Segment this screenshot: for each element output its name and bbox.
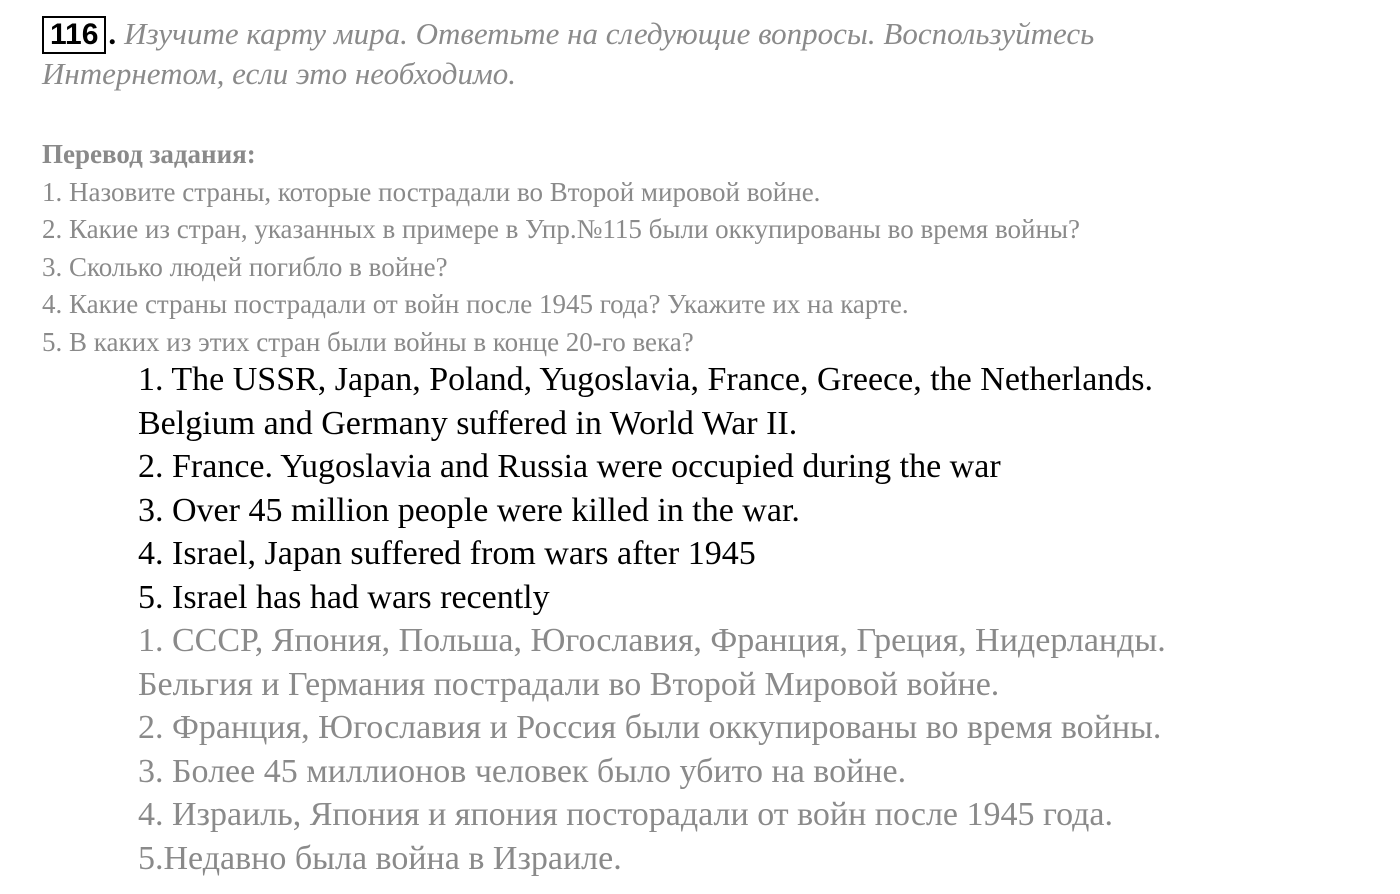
answer-ru-line-1: 1. СССР, Япония, Польша, Югославия, Франция, Греция, Нидерланды. [138, 622, 1166, 659]
answer-en-line-4: 3. Over 45 million people were killed in the war. [138, 491, 800, 529]
task-instruction-line-1: Изучите карту мира. Ответьте на следующие вопросы. Воспользуйтесь [124, 16, 1095, 51]
task-header [42, 14, 1362, 94]
translation-item-1: 1. Назовите страны, которые пострадали во Второй мировой войне. [42, 176, 821, 207]
translation-heading: Перевод задания: [42, 139, 256, 169]
answer-en-line-3: 2. France. Yugoslavia and Russia were occupied during the war [138, 448, 1001, 486]
task-header-line-1 [42, 14, 1362, 54]
answer-en-line-1: 1. The USSR, Japan, Poland, Yugoslavia, France, Greece, the Netherlands. [138, 361, 1154, 398]
translation-item-2: 2. Какие из стран, указанных в примере в Упр.№115 были оккупированы во время войны? [42, 214, 1081, 244]
answer-ru-line-2: Бельгия и Германия пострадали во Второй Мировой войне. [138, 665, 1000, 703]
answer-en-line-2: Belgium and Germany suffered in World War II. [138, 404, 798, 442]
answer-ru-line-3: 2. Франция, Югославия и Россия были оккупированы во время войны. [138, 709, 1162, 747]
task-instruction-line-2: Интернетом, если это необходимо. [42, 56, 516, 91]
translation-item-3: 3. Сколько людей погибло в войне? [42, 251, 448, 282]
task-number-dot: . [108, 16, 117, 51]
answer-ru-line-6: 5.Недавно была война в Израиле. [138, 839, 622, 877]
answers-russian [138, 619, 1378, 881]
answer-ru-line-5: 4. Израиль, Япония и япония посторадали от войн после 1945 года. [138, 796, 1114, 834]
answer-en-line-6: 5. Israel has had wars recently [138, 578, 550, 616]
answer-ru-line-4: 3. Более 45 миллионов человек было убито на войне. [138, 752, 907, 790]
translation-item-4: 4. Какие страны пострадали от войн после 1945 года? Укажите их на карте. [42, 289, 909, 319]
task-number-box: 116 [42, 16, 106, 54]
answer-en-line-5: 4. Israel, Japan suffered from wars after 1945 [138, 535, 756, 573]
answers-english [138, 358, 1378, 620]
task-translation [42, 136, 1382, 361]
translation-item-5: 5. В каких из этих стран были войны в конце 20-го века? [42, 326, 694, 357]
